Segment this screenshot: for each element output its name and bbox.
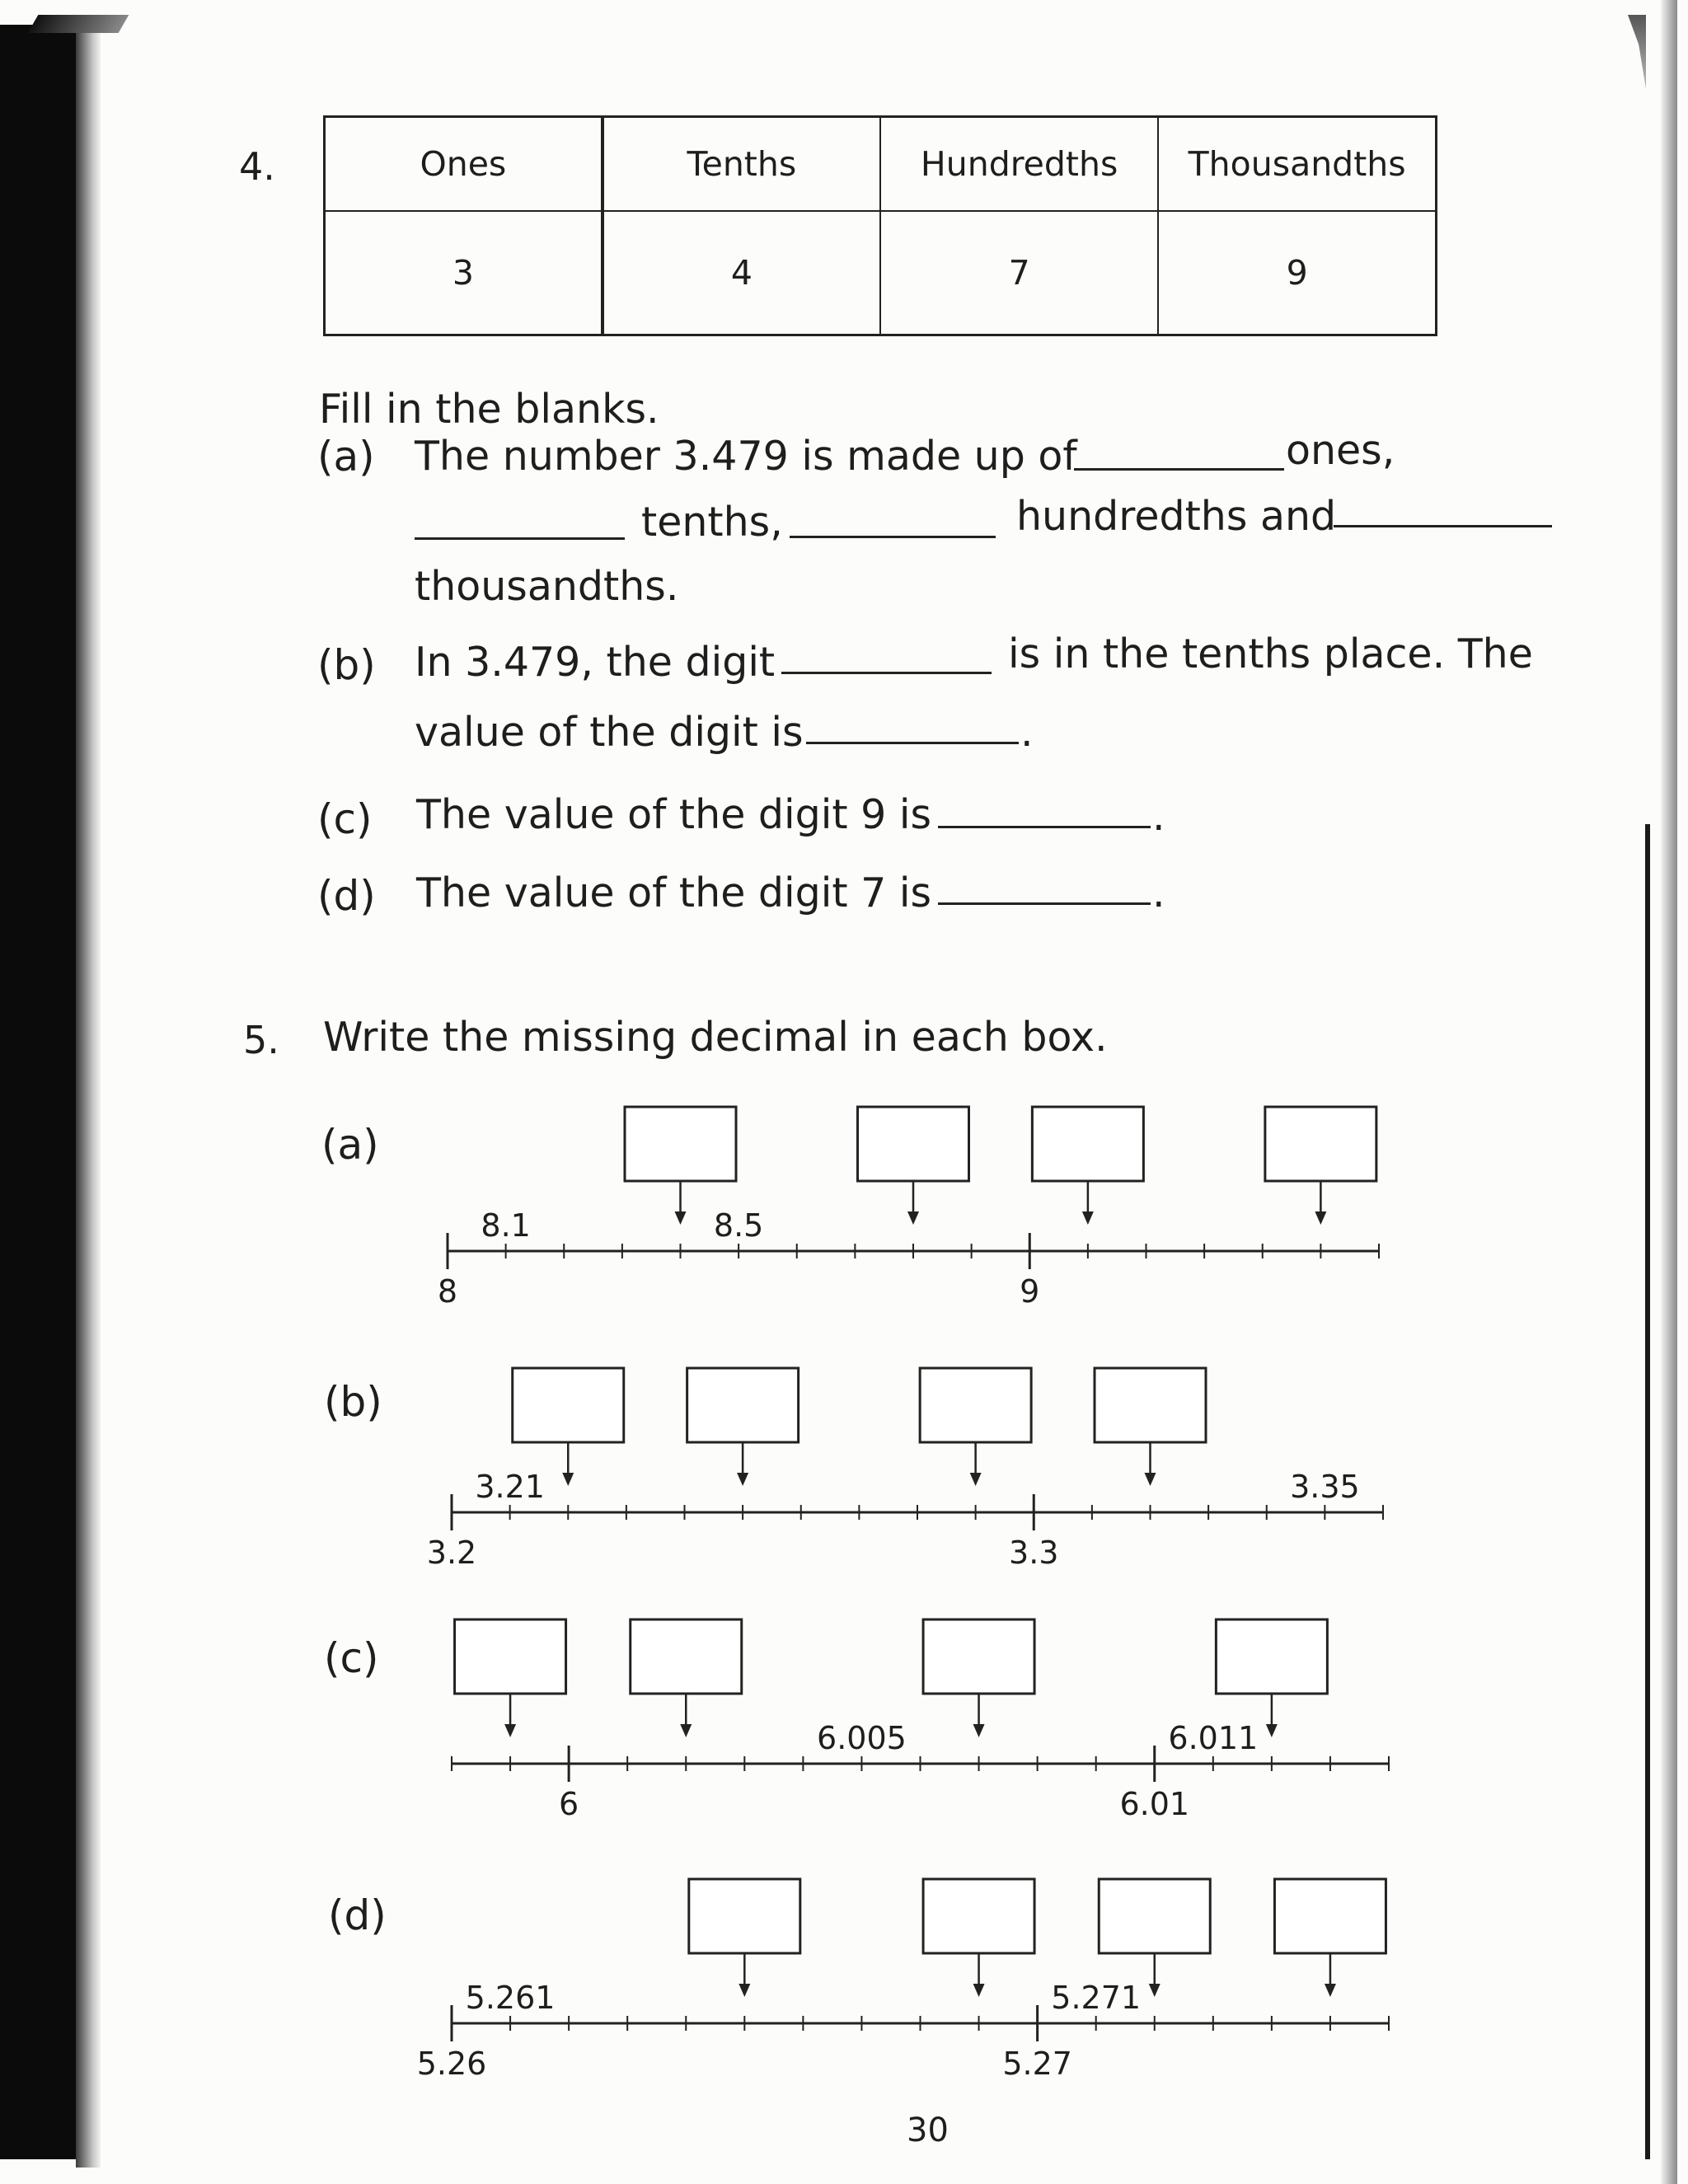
q4a-thousandths-text: thousandths. (415, 563, 679, 610)
number-line-c-label-below-0: 6 (559, 1786, 579, 1822)
number-line-d-label-below-0: 5.26 (416, 2046, 487, 2082)
q4a-ones-text: ones, (1286, 427, 1395, 474)
number-line-d-answer-box-4[interactable] (1274, 1879, 1386, 1953)
q4c-label: (c) (317, 795, 373, 843)
number-line-a-arrow-head-3 (1082, 1212, 1094, 1225)
q4d-period: . (1152, 869, 1165, 916)
number-line-c-arrow-head-3 (973, 1724, 985, 1737)
q5a-label: (a) (321, 1121, 379, 1169)
number-line-a-label-below-1: 9 (1020, 1273, 1040, 1310)
q4d-text: The value of the digit 7 is (416, 869, 932, 916)
header-ones: Ones (325, 117, 603, 212)
q4d-label: (d) (317, 872, 376, 920)
q4c-text: The value of the digit 9 is (416, 791, 932, 838)
number-line-c-arrow-head-4 (1266, 1724, 1278, 1737)
number-line-b-label-above-0: 3.21 (475, 1469, 545, 1505)
number-line-a-answer-box-1[interactable] (625, 1107, 736, 1181)
number-line-a-label-above-0: 8.1 (481, 1207, 531, 1244)
digit-ones: 3 (325, 211, 603, 335)
number-line-b-arrow-head-3 (970, 1473, 982, 1486)
q5-instruction: Write the missing decimal in each box. (323, 1014, 1108, 1061)
number-line-c-arrow-head-2 (680, 1724, 692, 1737)
number-line-c-arrow-head-1 (504, 1724, 516, 1737)
header-thousandths: Thousandths (1158, 117, 1436, 212)
number-line-d-label-above-0: 5.261 (465, 1980, 556, 2016)
number-line-d-label-above-1: 5.271 (1051, 1980, 1142, 2016)
q4a-line1: The number 3.479 is made up of (415, 433, 1077, 480)
question-4-number: 4. (239, 144, 275, 189)
number-line-b-arrow-head-1 (562, 1473, 574, 1486)
digit-tenths: 4 (603, 211, 880, 335)
header-hundredths: Hundredths (880, 117, 1158, 212)
q4b-part1: In 3.479, the digit (415, 639, 776, 686)
number-line-a-answer-box-2[interactable] (858, 1107, 969, 1181)
q4b-part3: value of the digit is (415, 709, 804, 756)
number-line-b-arrow-head-2 (737, 1473, 748, 1486)
question-5-number: 5. (243, 1018, 279, 1062)
q4-instruction: Fill in the blanks. (319, 386, 659, 433)
q4c-period: . (1152, 793, 1165, 840)
number-line-c-answer-box-2[interactable] (631, 1619, 742, 1694)
number-line-b-answer-box-4[interactable] (1095, 1368, 1206, 1442)
q5b-label: (b) (324, 1378, 382, 1426)
number-line-b-label-below-0: 3.2 (426, 1535, 477, 1571)
q4a-tenths-text: tenths, (641, 499, 783, 546)
number-line-a-answer-box-3[interactable] (1032, 1107, 1143, 1181)
digit-thousandths: 9 (1158, 211, 1436, 335)
q4b-label: (b) (317, 641, 376, 689)
number-line-d-label-below-1: 5.27 (1002, 2046, 1072, 2082)
number-line-b-answer-box-3[interactable] (920, 1368, 1031, 1442)
number-line-a-label-below-0: 8 (437, 1273, 458, 1310)
q5c-label: (c) (324, 1634, 379, 1682)
number-line-b-arrow-head-4 (1145, 1473, 1156, 1486)
number-line-d-answer-box-3[interactable] (1099, 1879, 1210, 1953)
number-line-b (427, 1368, 1383, 1571)
number-line-a-arrow-head-1 (675, 1212, 687, 1225)
number-line-d-arrow-head-3 (1149, 1984, 1160, 1997)
number-line-a-arrow-head-4 (1315, 1212, 1326, 1225)
number-line-d-arrow-head-4 (1325, 1984, 1336, 1997)
number-line-b-answer-box-2[interactable] (687, 1368, 799, 1442)
q4b-part2: is in the tenths place. The (1008, 630, 1533, 677)
q4b-period: . (1020, 709, 1034, 756)
number-line-c-answer-box-4[interactable] (1216, 1619, 1327, 1694)
number-line-b-label-above-1: 3.35 (1290, 1469, 1360, 1505)
number-line-d-answer-box-1[interactable] (689, 1879, 800, 1953)
q5d-label: (d) (328, 1891, 387, 1939)
digit-hundredths: 7 (880, 211, 1158, 335)
number-line-a (438, 1107, 1379, 1310)
number-line-c-label-below-1: 6.01 (1119, 1786, 1190, 1822)
q4a-label: (a) (317, 433, 375, 480)
number-line-d-arrow-head-1 (738, 1984, 750, 1997)
page-number: 30 (907, 2111, 949, 2149)
number-line-c-label-above-1: 6.011 (1168, 1720, 1259, 1756)
number-line-a-answer-box-4[interactable] (1265, 1107, 1376, 1181)
number-line-c-label-above-0: 6.005 (817, 1720, 907, 1756)
header-tenths: Tenths (603, 117, 880, 212)
q4a-hundredths-text: hundredths and (1016, 493, 1337, 540)
number-line-b-label-below-1: 3.3 (1009, 1535, 1059, 1571)
number-line-a-label-above-1: 8.5 (713, 1207, 764, 1244)
number-line-b-answer-box-1[interactable] (513, 1368, 624, 1442)
number-line-c (452, 1619, 1389, 1822)
number-line-d (417, 1879, 1389, 2082)
number-line-d-answer-box-2[interactable] (923, 1879, 1034, 1953)
number-line-d-arrow-head-2 (973, 1984, 985, 1997)
number-line-c-answer-box-1[interactable] (455, 1619, 566, 1694)
number-line-c-answer-box-3[interactable] (923, 1619, 1034, 1694)
number-line-a-arrow-head-2 (907, 1212, 919, 1225)
